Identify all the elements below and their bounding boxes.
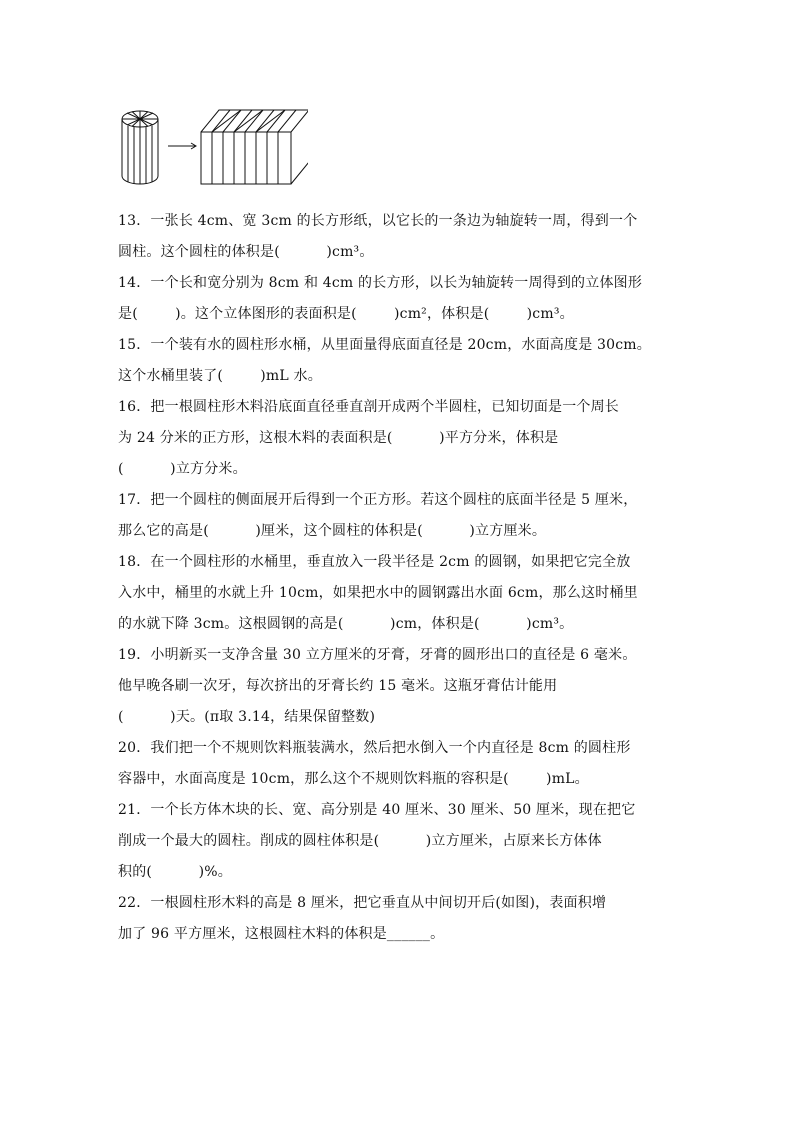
question-20-line-1: 20．我们把一个不规则饮料瓶装满水，然后把水倒入一个内直径是 8cm 的圆柱形: [118, 740, 631, 756]
cuboid-shape: [201, 110, 308, 184]
cylinder-shape: [122, 111, 158, 184]
question-19-line-1: 19．小明新买一支净含量 30 立方厘米的牙膏，牙膏的圆形出口的直径是 6 毫米。: [118, 647, 637, 663]
question-17: [118, 485, 678, 547]
question-18-line-1: 18．在一个圆柱形的水桶里，垂直放入一段半径是 2cm 的圆钢，如果把它完全放: [118, 554, 631, 570]
question-21-line-3: 积的( )%。: [118, 864, 232, 880]
question-16-line-3: ( )立方分米。: [118, 461, 247, 477]
question-21-line-1: 21．一个长方体木块的长、宽、高分别是 40 厘米、30 厘米、50 厘米，现在把它: [118, 802, 636, 818]
question-14: [118, 268, 678, 330]
question-19: [118, 640, 678, 733]
question-20-line-2: 容器中，水面高度是 10cm，那么这个不规则饮料瓶的容积是( )mL。: [118, 771, 589, 787]
question-20: [118, 733, 678, 795]
question-list: [118, 206, 678, 950]
question-18: [118, 547, 678, 640]
question-22: [118, 888, 678, 950]
question-17-line-2: 那么它的高是( )厘米，这个圆柱的体积是( )立方厘米。: [118, 523, 547, 539]
question-22-line-1: 22．一根圆柱形木料的高是 8 厘米，把它垂直从中间切开后(如图)，表面积增: [118, 895, 607, 911]
question-13: [118, 206, 678, 268]
question-15-line-1: 15．一个装有水的圆柱形水桶，从里面量得底面直径是 20cm，水面高度是 30cm。: [118, 337, 651, 353]
question-13-line-2: 圆柱。这个圆柱的体积是( )cm³。: [118, 244, 374, 260]
question-21-line-2: 削成一个最大的圆柱。削成的圆柱体积是( )立方厘米，占原来长方体体: [118, 833, 602, 849]
question-18-line-3: 的水就下降 3cm。这根圆钢的高是( )cm，体积是( )cm³。: [118, 616, 574, 632]
question-21: [118, 795, 678, 888]
question-16-line-2: 为 24 分米的正方形，这根木料的表面积是( )平方分米，体积是: [118, 430, 559, 446]
question-16: [118, 392, 678, 485]
question-16-line-1: 16．把一根圆柱形木料沿底面直径垂直剖开成两个半圆柱，已知切面是一个周长: [118, 399, 620, 415]
arrow-icon: [168, 143, 196, 149]
question-18-line-2: 入水中，桶里的水就上升 10cm，如果把水中的圆钢露出水面 6cm，那么这时桶里: [118, 585, 638, 601]
cylinder-to-cuboid-figure: [118, 104, 308, 188]
question-19-line-3: ( )天。(π取 3.14，结果保留整数): [118, 709, 376, 725]
question-13-line-1: 13．一张长 4cm、宽 3cm 的长方形纸，以它长的一条边为轴旋转一周，得到一个: [118, 213, 638, 229]
question-17-line-1: 17．把一个圆柱的侧面展开后得到一个正方形。若这个圆柱的底面半径是 5 厘米，: [118, 492, 638, 508]
question-15: [118, 330, 678, 392]
question-14-line-2: 是( )。这个立体图形的表面积是( )cm²，体积是( )cm³。: [118, 306, 574, 322]
question-15-line-2: 这个水桶里装了( )mL 水。: [118, 368, 322, 384]
question-19-line-2: 他早晚各刷一次牙，每次挤出的牙膏长约 15 毫米。这瓶牙膏估计能用: [118, 678, 558, 694]
question-22-line-2: 加了 96 平方厘米，这根圆柱木料的体积是______。: [118, 926, 445, 942]
question-14-line-1: 14．一个长和宽分别为 8cm 和 4cm 的长方形，以长为轴旋转一周得到的立体图形: [118, 275, 643, 291]
